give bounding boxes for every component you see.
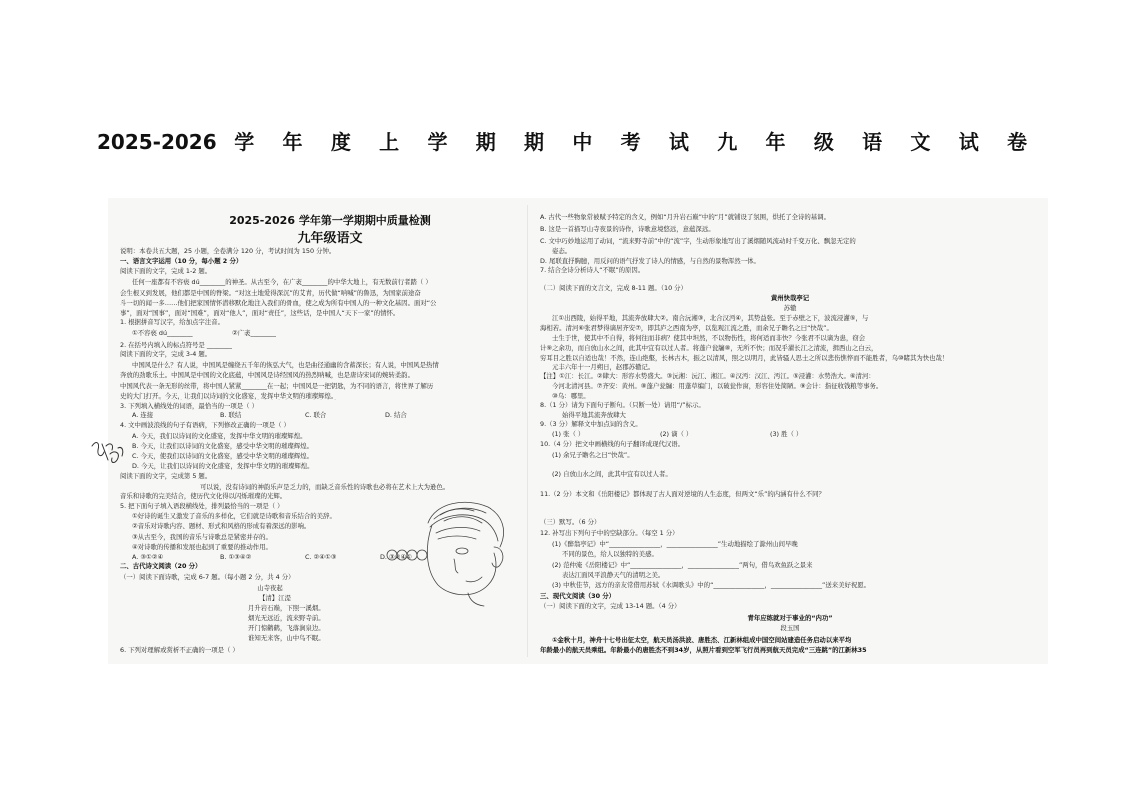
essay-line: 士生于世，使其中不自得，将何往而非病？使其中坦然，不以物伤性，将何适而非快？今张君不以谪为患，窃会 bbox=[552, 334, 866, 342]
question-5-option: B. ①③④② bbox=[220, 553, 252, 561]
question-5-option: D. ③②④① bbox=[380, 553, 412, 561]
question-11: 11.（2 分）本文和《岳阳楼记》都体现了古人面对逆境的人生态度，但两文“乐”的内涵有什么不同？ bbox=[540, 490, 825, 498]
reading-prompt-3-4: 阅读下面的文字，完成 3-4 题。 bbox=[120, 350, 212, 358]
article-line: 年龄最小的航天员乘组。年龄最小的唐胜杰不到34岁，从照片看到空军飞行员再到航天员完成“三连跳”的江新林35 bbox=[540, 646, 867, 654]
essay-date: 元丰六年十一月朔日，赵郡苏辙记。 bbox=[552, 363, 655, 371]
essay-line: 穷耳目之胜以自适也哉！不然，连山绝壑，长林古木，振之以清风，照之以明月，此皆骚人思士之所以悲伤憔悴而不能胜者，乌⑩睹其为快也哉！ bbox=[540, 354, 949, 362]
passage-1-line: 事”，面对“国事”，面对“国难”，面对“他人”，面对“责任”，这些话，是中国人“天下一家”的情怀。 bbox=[120, 309, 400, 317]
passage-1-line: 斗一切的闻一多……他们把家国情怀潜移默化地注入我们的骨血，使之成为所有中国人的一种文化基因。面对“公 bbox=[120, 299, 437, 307]
essay-note: 【注】①江：长江。②肆大：形容水势盛大。③沅湘：沅江、湘江。④汉沔：汉江、沔江。⑤浸灌：水势浩大。⑥清河： bbox=[540, 372, 875, 380]
section-3-intro: （一）阅读下面的文字，完成 13-14 题。（4 分） bbox=[540, 602, 681, 610]
page-fold-divider bbox=[527, 205, 528, 657]
question-1-item: ①不容亵 dú________ bbox=[132, 329, 193, 337]
essay-line: 计⑨之余功，而自放山水之间，此其中宜有以过人者。将蓬户瓮牖⑧，无所不快；而况乎濯长江之清流，揖西山之白云， bbox=[540, 344, 878, 352]
question-6-option: A. 古代一些物象常被赋予特定的含义，例如“月升岩石巅”中的“月”就铺设了氛围，烘托了全诗的基调。 bbox=[540, 213, 830, 221]
question-10-item: (1) 余兄子瞻名之曰“快哉”。 bbox=[552, 451, 634, 459]
question-6-option: B. 这是一首描写山寺夜景的诗作，诗歌意境悠远，意蕴深远。 bbox=[540, 225, 715, 233]
question-12-item: (2) 范仲淹《岳阳楼记》中“________________，________________”两句，借鸟欢鱼跃之景来 bbox=[552, 561, 813, 569]
passage-2-line: 奔放的劲歌乐土。中国风是中国的文化底蕴，中国风是诗经国风的热烈呐喊，也是唐诗宋词的婉转柔韵。 bbox=[120, 371, 414, 379]
section-classical-prose: （二）阅读下面的文言文，完成 8-11 题。（10 分） bbox=[540, 284, 687, 292]
question-7: 7. 结合全诗分析诗人“不眠”的原因。 bbox=[540, 266, 645, 274]
passage-3-line: 音乐和诗歌的完美结合，使历代文化得以闪烁璀璨的光辉。 bbox=[120, 492, 287, 500]
question-5: 5. 把下面句子填入语段横线处，排列最恰当的一项是（ ） bbox=[120, 502, 284, 510]
question-6: 6. 下列对理解或赏析不正确的一项是（ ） bbox=[120, 646, 239, 654]
question-5-item: ③从古至今，我国的音乐与诗歌总是紧密并存的。 bbox=[132, 533, 272, 541]
question-8-sentence: 始得平地其流奔放肆大 bbox=[562, 411, 626, 419]
poem-line: 烟光无远近，流来野寺前。 bbox=[248, 614, 325, 622]
handwritten-margin-mark bbox=[88, 436, 128, 470]
question-6-option: 姿态。 bbox=[552, 247, 572, 255]
question-2: 2. 在括号内填入的标点符号是 ________ bbox=[120, 341, 233, 349]
article-title: 青年应练就对于事业的“内功” bbox=[747, 614, 833, 622]
question-12-item: (1)《醉翁亭记》中“________________，________________”生动地描绘了滁州山间早晚 bbox=[552, 540, 798, 548]
reading-prompt-1-2: 阅读下面的文字，完成 1-2 题。 bbox=[120, 267, 212, 275]
question-1-item: ②广袤________ bbox=[232, 329, 277, 337]
section-2-title: 二、古代诗文阅读（20 分） bbox=[120, 562, 202, 570]
page-title: 2025-2026 学 年 度 上 学 期 期 中 考 试 九 年 级 语 文 试 卷 bbox=[97, 130, 1027, 154]
poem-line: 月升岩石巅，下照一溪烟。 bbox=[248, 604, 325, 612]
passage-2-line: 中国风代表一条无形的丝带，将中国人紧紧________在一起；中国风是一把钥匙，为不同的语言，将世界了解历 bbox=[120, 382, 434, 390]
question-9-item: (3) 胜（ ） bbox=[770, 430, 803, 438]
question-12-item: 不同的景色，给人以独特的美感。 bbox=[562, 550, 658, 558]
poem-title: 山寺夜起 bbox=[257, 584, 283, 592]
exam-subject: 九年级语文 bbox=[297, 231, 363, 246]
question-3-option: D. 结合 bbox=[385, 411, 407, 419]
question-1: 1. 根据拼音写汉字，给加点字注音。 bbox=[120, 318, 224, 326]
passage-2-line: 中国风是什么？有人说，中国风是缠绕五千年的恢弘大气，也是曲径通幽的含蓄深长；有人说，中国风是热情 bbox=[132, 361, 439, 369]
essay-title: 黄州快哉亭记 bbox=[770, 294, 810, 302]
question-5-item: ②音乐对诗歌内容、题材、形式和风格的形成有着深远的影响。 bbox=[132, 522, 311, 530]
question-9-item: (1) 张（ ） bbox=[552, 430, 585, 438]
question-6-option: C. 文中巧妙地运用了动词，“流来野寺前”中的“流”字，生动形象地写出了溪烟随风流动时千变万化、飘忽无定的 bbox=[540, 237, 856, 245]
article-line: ①金秋十月，神舟十七号出征太空，航天员汤洪波、唐胜杰、江新林组成中国空间站建造任务启动以来平均 bbox=[552, 636, 852, 644]
question-4: 4. 文中画波浪线的句子有语病，下列修改正确的一项是（ ） bbox=[120, 421, 290, 429]
question-12: 12. 补写出下列句子中的空缺部分。（每空 1 分） bbox=[540, 529, 679, 537]
poem-intro: （一）阅读下面诗歌，完成 6-7 题。（每小题 2 分，共 4 分） bbox=[120, 573, 295, 581]
poem-author: 【清】江湜 bbox=[259, 594, 291, 602]
essay-note: ⑩乌：哪里。 bbox=[552, 392, 590, 400]
poem-line: 谁知无来客，山中鸟不眠。 bbox=[248, 634, 325, 642]
poem-line: 开门惊鹳鹤，飞落涧泉边。 bbox=[248, 624, 325, 632]
reading-prompt-5: 阅读下面的文字，完成第 5 题。 bbox=[120, 472, 212, 480]
question-9: 9.（3 分）解释文中加点词的含义。 bbox=[540, 420, 642, 428]
essay-line: 海相若。清河⑥张君梦得谪居齐安⑦，即其庐之西南为亭，以览观江流之胜，而余兄子瞻名之曰“快哉”。 bbox=[540, 324, 833, 332]
essay-author: 苏辙 bbox=[783, 304, 797, 312]
question-12-item: (3) 中秋佳节，远方的亲友常借用苏轼《水调歌头》中的“________________，________________”送来美好祝愿。 bbox=[552, 581, 871, 589]
question-4-option: D. 今天，让我们以诗词的文化盛宴，发挥中华文明的璀璨辉煌。 bbox=[132, 462, 314, 470]
question-6-option: D. 尾联直抒胸臆，用反问的语气抒发了诗人的情感，与自然的景物浑然一体。 bbox=[540, 257, 760, 265]
section-dictation: （三）默写。（6 分） bbox=[540, 518, 601, 526]
essay-line: 江①出西陵，始得平地，其流奔放肆大②。南合沅湘③，北合汉沔④，其势益张。至于赤壁之下，波流浸灌⑤，与 bbox=[552, 314, 869, 322]
question-3: 3. 下列填入横线处的词语，最恰当的一项是（ ） bbox=[120, 402, 258, 410]
hand-drawn-face-sketch bbox=[370, 485, 525, 610]
question-10: 10.（4 分）把文中画横线的句子翻译成现代汉语。 bbox=[540, 440, 685, 448]
question-12-item: 表达江面风平浪静天气的清明之美。 bbox=[562, 571, 665, 579]
question-4-option: B. 今天，让我们以诗词的文化盛宴，感受中华文明的璀璨辉煌。 bbox=[132, 442, 313, 450]
question-4-option: C. 今天，使我们以诗词的文化盛宴，感受中华文明的璀璨辉煌。 bbox=[132, 452, 314, 460]
question-3-option: A. 连接 bbox=[132, 411, 154, 419]
question-9-item: (2) 谪（ ） bbox=[660, 430, 693, 438]
passage-2-line: 史的大门打开。今天，让我们以诗词的文化盛宴，发挥中华文明的璀璨辉煌。 bbox=[120, 392, 338, 400]
passage-1-line: 会生根又到发展，他们都是中国的脊梁。“对这土地爱得深沉”的艾青，历代做“呐喊”的鲁迅，为国家前途奋 bbox=[120, 289, 421, 297]
exam-header: 2025-2026 学年第一学期期中质量检测 bbox=[229, 214, 431, 227]
question-4-option: A. 今天，我们以诗词的文化盛宴，发挥中华文明的璀璨辉煌。 bbox=[132, 432, 307, 440]
essay-note: 今河北清河县。⑦齐安：黄州。⑧蓬户瓮牖：用蓬草编门，以破瓮作窗，形容住处简陋。⑨会计：指征收钱粮等事务。 bbox=[552, 382, 883, 390]
section-3-title: 三、现代文阅读（30 分） bbox=[540, 592, 616, 600]
passage-3-line: 可以说，没有诗词的神韵乐声是乏力的，而缺乏音乐性的诗歌也必将在艺术上大为逊色。 bbox=[200, 483, 450, 491]
question-5-item: ④对诗歌的传播和发展也起到了重要的推动作用。 bbox=[132, 543, 272, 551]
question-5-item: ①好诗的诞生又激发了音乐的多样化，它们就是诗歌和音乐结合的美辞。 bbox=[132, 512, 336, 520]
passage-1-line: 任何一座都有不容亵 dú________的神圣。从古至今，在广袤________的中华大地上，有无数前行者踏（ ） bbox=[132, 278, 432, 286]
exam-instructions: 说明：本卷共五大题，25 小题，全卷满分 120 分，考试时间为 150 分钟。 bbox=[120, 247, 336, 255]
question-3-option: B. 联结 bbox=[220, 411, 242, 419]
question-8: 8.（1 分）请为下面句子断句。（只断一处）请用“/”标示。 bbox=[540, 401, 705, 409]
question-5-option: A. ③①②④ bbox=[132, 553, 164, 561]
question-5-option: C. ②④①③ bbox=[305, 553, 337, 561]
article-author: 段玉国 bbox=[780, 624, 800, 632]
question-3-option: C. 联合 bbox=[305, 411, 327, 419]
section-1-title: 一、语言文字运用（10 分，每小题 2 分） bbox=[120, 257, 243, 265]
question-10-item: (2) 自放山水之间，此其中宜有以过人者。 bbox=[552, 470, 672, 478]
